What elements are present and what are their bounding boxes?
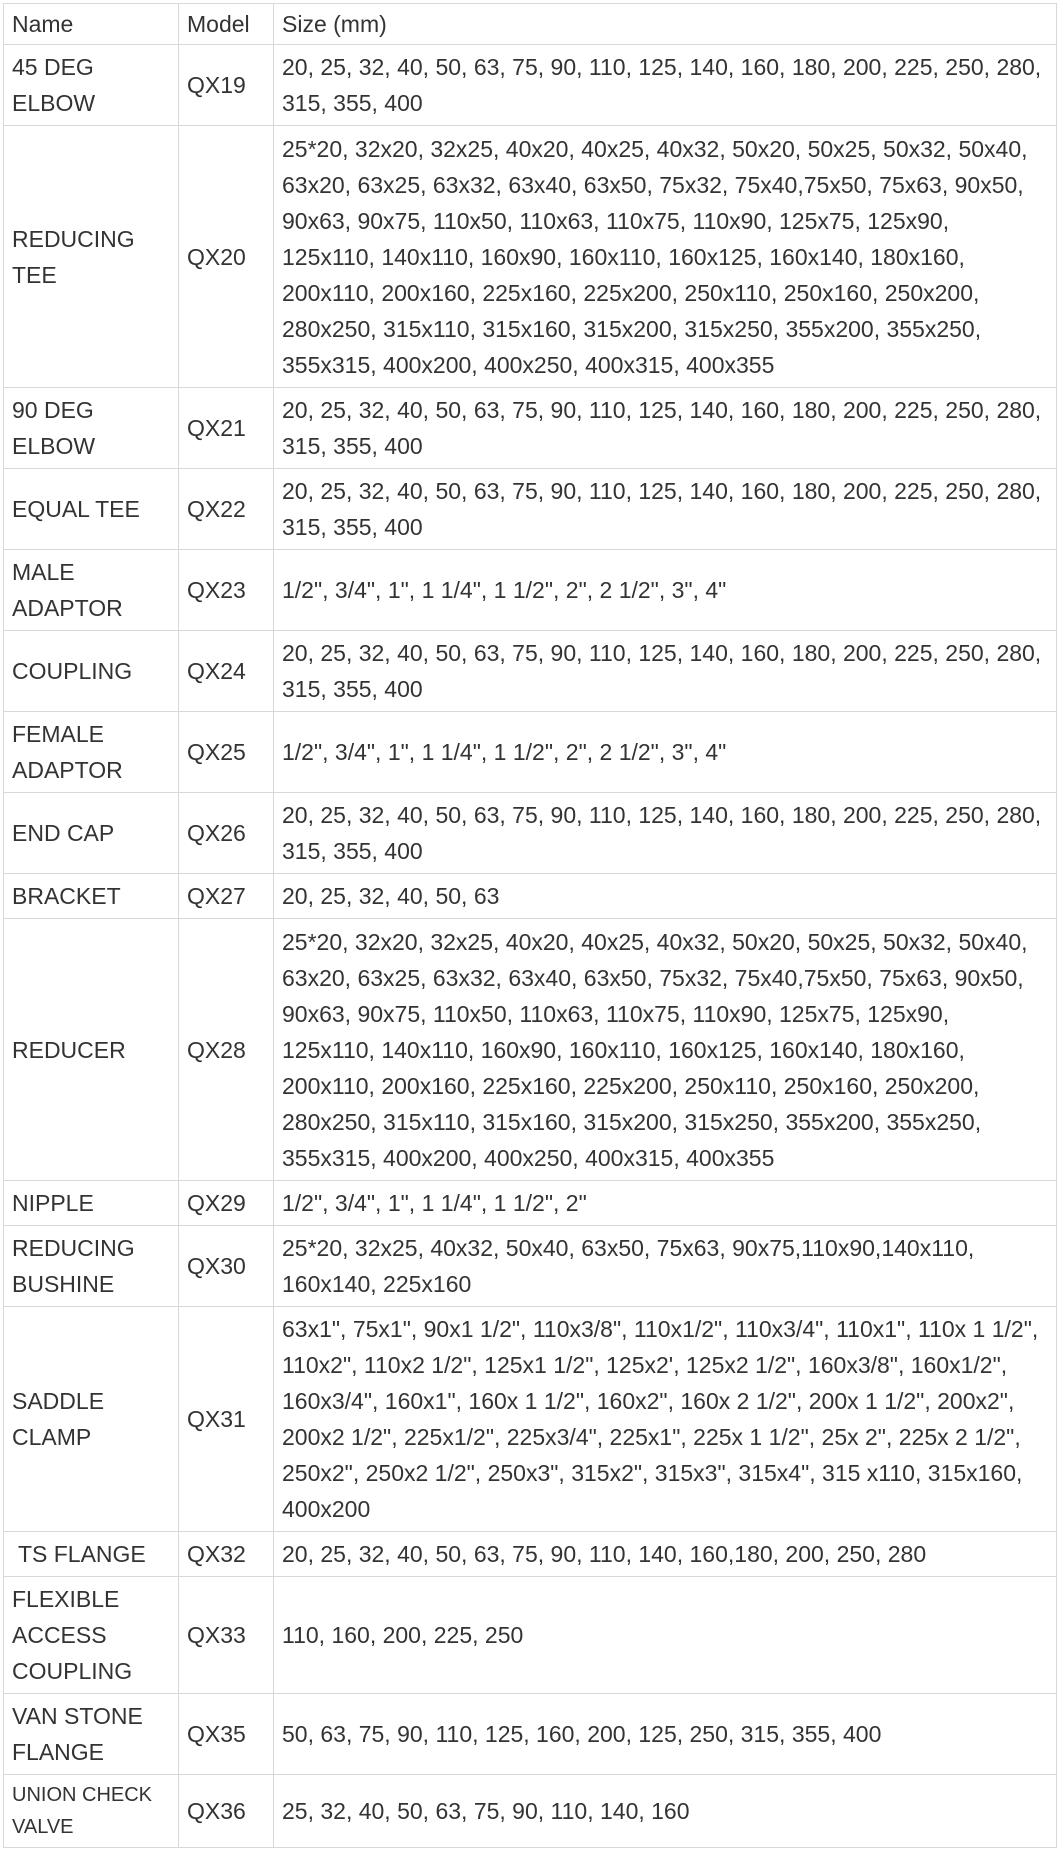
product-name: EQUAL TEE [4,469,179,550]
table-row [4,631,1057,712]
product-sizes: 20, 25, 32, 40, 50, 63, 75, 90, 110, 125, 140, 160, 180, 200, 225, 250, 280, 315, 355, 400 [274,469,1057,550]
product-model: QX27 [179,874,274,919]
product-model: QX19 [179,45,274,126]
table-row [4,1577,1057,1694]
product-model: QX24 [179,631,274,712]
product-model: QX35 [179,1694,274,1775]
table-row [4,1694,1057,1775]
table-row [4,712,1057,793]
table-row [4,388,1057,469]
table-row [4,126,1057,388]
table-row [4,919,1057,1181]
product-model: QX21 [179,388,274,469]
product-sizes: 63x1", 75x1", 90x1 1/2", 110x3/8", 110x1/2", 110x3/4", 110x1", 110x 1 1/2", 110x2", 110x2 1/2", 125x1 1/2", 125x2', 125x2 1/2", 160x3/8", 160x1/2", 160x3/4", 160x1", 160x 1 1/2", 160x2", 160x 2 1/2", 200x 1 1/2", 200x2", 200x2 1/2", 225x1/2", 225x3/4", 225x1", 225x 1 1/2", 25x 2", 225x 2 1/2", 250x2", 250x2 1/2", 250x3", 315x2", 315x3", 315x4", 315 x110, 315x160, 400x200 [274,1307,1057,1532]
product-model: QX33 [179,1577,274,1694]
product-name: REDUCING BUSHINE [4,1226,179,1307]
table-header-row [4,4,1057,45]
product-name: VAN STONE FLANGE [4,1694,179,1775]
table-row [4,1226,1057,1307]
product-sizes: 25*20, 32x20, 32x25, 40x20, 40x25, 40x32, 50x20, 50x25, 50x32, 50x40, 63x20, 63x25, 63x32, 63x40, 63x50, 75x32, 75x40,75x50, 75x63, 90x50, 90x63, 90x75, 110x50, 110x63, 110x75, 110x90, 125x75, 125x90, 125x110, 140x110, 160x90, 160x110, 160x125, 160x140, 180x160, 200x110, 200x160, 225x160, 225x200, 250x110, 250x160, 250x200, 280x250, 315x110, 315x160, 315x200, 315x250, 355x200, 355x250, 355x315, 400x200, 400x250, 400x315, 400x355 [274,126,1057,388]
product-name: NIPPLE [4,1181,179,1226]
product-sizes: 20, 25, 32, 40, 50, 63 [274,874,1057,919]
product-sizes: 20, 25, 32, 40, 50, 63, 75, 90, 110, 125, 140, 160, 180, 200, 225, 250, 280, 315, 355, 400 [274,631,1057,712]
product-name: REDUCER [4,919,179,1181]
product-model: QX22 [179,469,274,550]
product-name: TS FLANGE [4,1532,179,1577]
product-name: 90 DEG ELBOW [4,388,179,469]
product-sizes: 20, 25, 32, 40, 50, 63, 75, 90, 110, 125, 140, 160, 180, 200, 225, 250, 280, 315, 355, 400 [274,388,1057,469]
product-name: 45 DEG ELBOW [4,45,179,126]
header-name: Name [4,4,179,45]
table-row [4,45,1057,126]
product-name: FEMALE ADAPTOR [4,712,179,793]
product-model: QX28 [179,919,274,1181]
product-name: MALE ADAPTOR [4,550,179,631]
product-name: END CAP [4,793,179,874]
table-row [4,1532,1057,1577]
table-row [4,1775,1057,1848]
product-model: QX25 [179,712,274,793]
table-row [4,469,1057,550]
product-name: REDUCING TEE [4,126,179,388]
product-model: QX36 [179,1775,274,1848]
product-model: QX26 [179,793,274,874]
product-sizes: 25, 32, 40, 50, 63, 75, 90, 110, 140, 160 [274,1775,1057,1848]
table-row [4,1307,1057,1532]
table-row [4,793,1057,874]
product-sizes: 20, 25, 32, 40, 50, 63, 75, 90, 110, 125, 140, 160, 180, 200, 225, 250, 280, 315, 355, 400 [274,45,1057,126]
product-sizes: 1/2", 3/4", 1", 1 1/4", 1 1/2", 2" [274,1181,1057,1226]
product-model: QX31 [179,1307,274,1532]
product-sizes: 110, 160, 200, 225, 250 [274,1577,1057,1694]
product-name: COUPLING [4,631,179,712]
product-model: QX32 [179,1532,274,1577]
product-sizes: 50, 63, 75, 90, 110, 125, 160, 200, 125, 250, 315, 355, 400 [274,1694,1057,1775]
product-model: QX30 [179,1226,274,1307]
product-sizes: 25*20, 32x20, 32x25, 40x20, 40x25, 40x32, 50x20, 50x25, 50x32, 50x40, 63x20, 63x25, 63x32, 63x40, 63x50, 75x32, 75x40,75x50, 75x63, 90x50, 90x63, 90x75, 110x50, 110x63, 110x75, 110x90, 125x75, 125x90, 125x110, 140x110, 160x90, 160x110, 160x125, 160x140, 180x160, 200x110, 200x160, 225x160, 225x200, 250x110, 250x160, 250x200, 280x250, 315x110, 315x160, 315x200, 315x250, 355x200, 355x250, 355x315, 400x200, 400x250, 400x315, 400x355 [274,919,1057,1181]
product-sizes: 1/2", 3/4", 1", 1 1/4", 1 1/2", 2", 2 1/2", 3", 4" [274,712,1057,793]
product-model: QX23 [179,550,274,631]
product-sizes: 20, 25, 32, 40, 50, 63, 75, 90, 110, 140, 160,180, 200, 250, 280 [274,1532,1057,1577]
product-name: UNION CHECK VALVE [4,1775,179,1848]
product-spec-table [3,3,1057,1848]
table-row [4,874,1057,919]
product-sizes: 25*20, 32x25, 40x32, 50x40, 63x50, 75x63, 90x75,110x90,140x110, 160x140, 225x160 [274,1226,1057,1307]
product-name: FLEXIBLE ACCESS COUPLING [4,1577,179,1694]
product-name: SADDLE CLAMP [4,1307,179,1532]
product-model: QX20 [179,126,274,388]
header-size: Size (mm) [274,4,1057,45]
product-sizes: 1/2", 3/4", 1", 1 1/4", 1 1/2", 2", 2 1/2", 3", 4" [274,550,1057,631]
table-row [4,1181,1057,1226]
product-model: QX29 [179,1181,274,1226]
product-sizes: 20, 25, 32, 40, 50, 63, 75, 90, 110, 125, 140, 160, 180, 200, 225, 250, 280, 315, 355, 400 [274,793,1057,874]
product-name: BRACKET [4,874,179,919]
table-row [4,550,1057,631]
header-model: Model [179,4,274,45]
